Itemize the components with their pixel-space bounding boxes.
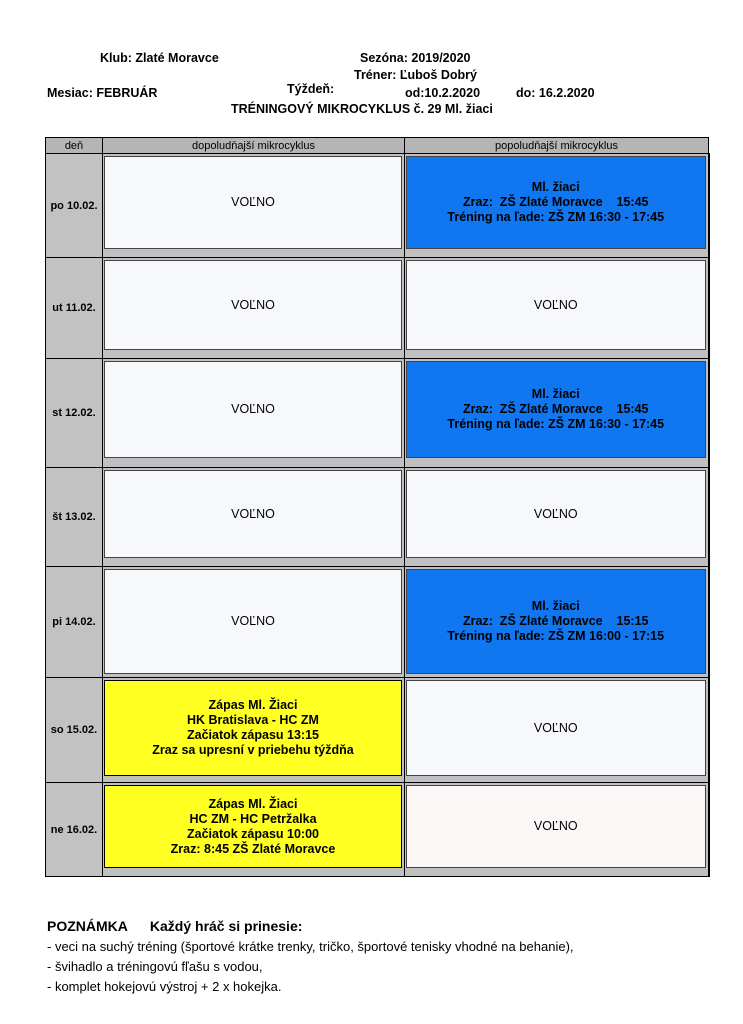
page-title: TRÉNINGOVÝ MIKROCYKLUS č. 29 Ml. žiaci [231, 102, 493, 116]
afternoon-program [406, 569, 706, 674]
program-line: VOĽNO [533, 720, 578, 735]
afternoon-cell [405, 468, 709, 567]
program-line: VOĽNO [231, 402, 275, 416]
day-cell: po 10.02. [46, 154, 103, 258]
afternoon-cell [405, 567, 709, 678]
program-line: HC ZM - HC Petržalka [189, 811, 317, 826]
afternoon-cell [405, 359, 709, 468]
program-line: VOĽNO [231, 297, 275, 312]
morning-cell [103, 678, 405, 783]
day-cell: so 15.02. [46, 678, 103, 783]
table-row [46, 359, 709, 468]
morning-cell [103, 359, 405, 468]
note-item-2: - švihadlo a tréningovú fľašu s vodou, [47, 959, 263, 974]
afternoon-program [406, 470, 706, 558]
table-header-row [46, 138, 709, 154]
afternoon-program [406, 156, 706, 249]
week-label: Týždeň: [287, 82, 335, 96]
table-row [46, 678, 709, 783]
afternoon-program [406, 785, 706, 868]
morning-cell [103, 567, 405, 678]
afternoon-program [406, 680, 706, 776]
program-line: VOĽNO [533, 819, 578, 833]
program-line: VOĽNO [533, 297, 578, 312]
day-cell: št 13.02. [46, 468, 103, 567]
program-line: Zraz: ZŠ Zlaté Moravce 15:45 [463, 195, 649, 209]
day-cell: ne 16.02. [46, 783, 103, 877]
afternoon-cell [405, 783, 709, 877]
table-row [46, 783, 709, 877]
afternoon-program [406, 361, 706, 458]
morning-cell [103, 154, 405, 258]
col-header-day: deň [46, 138, 103, 154]
training-plan-table [45, 137, 710, 877]
afternoon-cell [405, 678, 709, 783]
program-line: Začiatok zápasu 13:15 [186, 728, 319, 742]
note-item-1: - veci na suchý tréning (športové krátke trenky, tričko, športové tenisky vhodné na behanie), [47, 939, 574, 954]
coach-label: Tréner: Ľuboš Dobrý [354, 68, 477, 82]
afternoon-cell [405, 258, 709, 359]
morning-cell [103, 783, 405, 877]
table-row [46, 258, 709, 359]
program-line: Zápas Ml. Žiaci [208, 796, 298, 811]
morning-program [104, 470, 402, 558]
week-to: do: 16.2.2020 [516, 86, 595, 100]
afternoon-cell [405, 154, 709, 258]
table-row [46, 154, 709, 258]
day-cell: ut 11.02. [46, 258, 103, 359]
program-line: Zraz sa upresní v priebehu týždňa [152, 743, 354, 757]
col-header-morning: dopoludňajší mikrocyklus [103, 138, 405, 154]
program-line: VOĽNO [231, 195, 275, 209]
note-lead: Každý hráč si prinesie: [149, 918, 303, 934]
table-body [46, 154, 709, 877]
day-cell: pi 14.02. [46, 567, 103, 678]
month-label: Mesiac: FEBRUÁR [47, 86, 158, 100]
program-line: Ml. žiaci [531, 599, 580, 613]
program-line: VOĽNO [533, 506, 578, 521]
club-label: Klub: Zlaté Moravce [100, 51, 219, 65]
program-line: Začiatok zápasu 10:00 [186, 826, 319, 841]
week-from: od:10.2.2020 [405, 86, 481, 100]
morning-cell [103, 468, 405, 567]
morning-program [104, 680, 402, 776]
morning-program [104, 361, 402, 458]
morning-program [104, 260, 402, 350]
program-line: Ml. žiaci [531, 387, 580, 401]
program-line: Zápas Ml. Žiaci [208, 698, 298, 712]
program-line: HK Bratislava - HC ZM [187, 713, 319, 727]
program-line: Tréning na ľade: ZŠ ZM 16:00 - 17:15 [447, 629, 665, 643]
col-header-afternoon: popoludňajší mikrocyklus [405, 138, 709, 154]
program-line: Tréning na ľade: ZŠ ZM 16:30 - 17:45 [447, 417, 665, 431]
program-line: VOĽNO [231, 614, 275, 628]
program-line: Ml. žiaci [531, 180, 580, 194]
note-heading [47, 918, 302, 934]
table-row [46, 468, 709, 567]
table-row [46, 567, 709, 678]
afternoon-program [406, 260, 706, 350]
morning-program [104, 785, 402, 868]
morning-program [104, 156, 402, 249]
note-item-3: - komplet hokejovú výstroj + 2 x hokejka. [47, 979, 282, 994]
morning-program [104, 569, 402, 674]
season-label: Sezóna: 2019/2020 [360, 51, 471, 65]
day-cell: st 12.02. [46, 359, 103, 468]
program-line: Tréning na ľade: ZŠ ZM 16:30 - 17:45 [447, 210, 665, 224]
program-line: Zraz: ZŠ Zlaté Moravce 15:45 [463, 402, 649, 416]
note-label: POZNÁMKA [47, 918, 128, 934]
program-line: Zraz: 8:45 ZŠ Zlaté Moravce [170, 841, 336, 856]
morning-cell [103, 258, 405, 359]
program-line: VOĽNO [231, 506, 275, 521]
program-line: Zraz: ZŠ Zlaté Moravce 15:15 [463, 614, 649, 628]
